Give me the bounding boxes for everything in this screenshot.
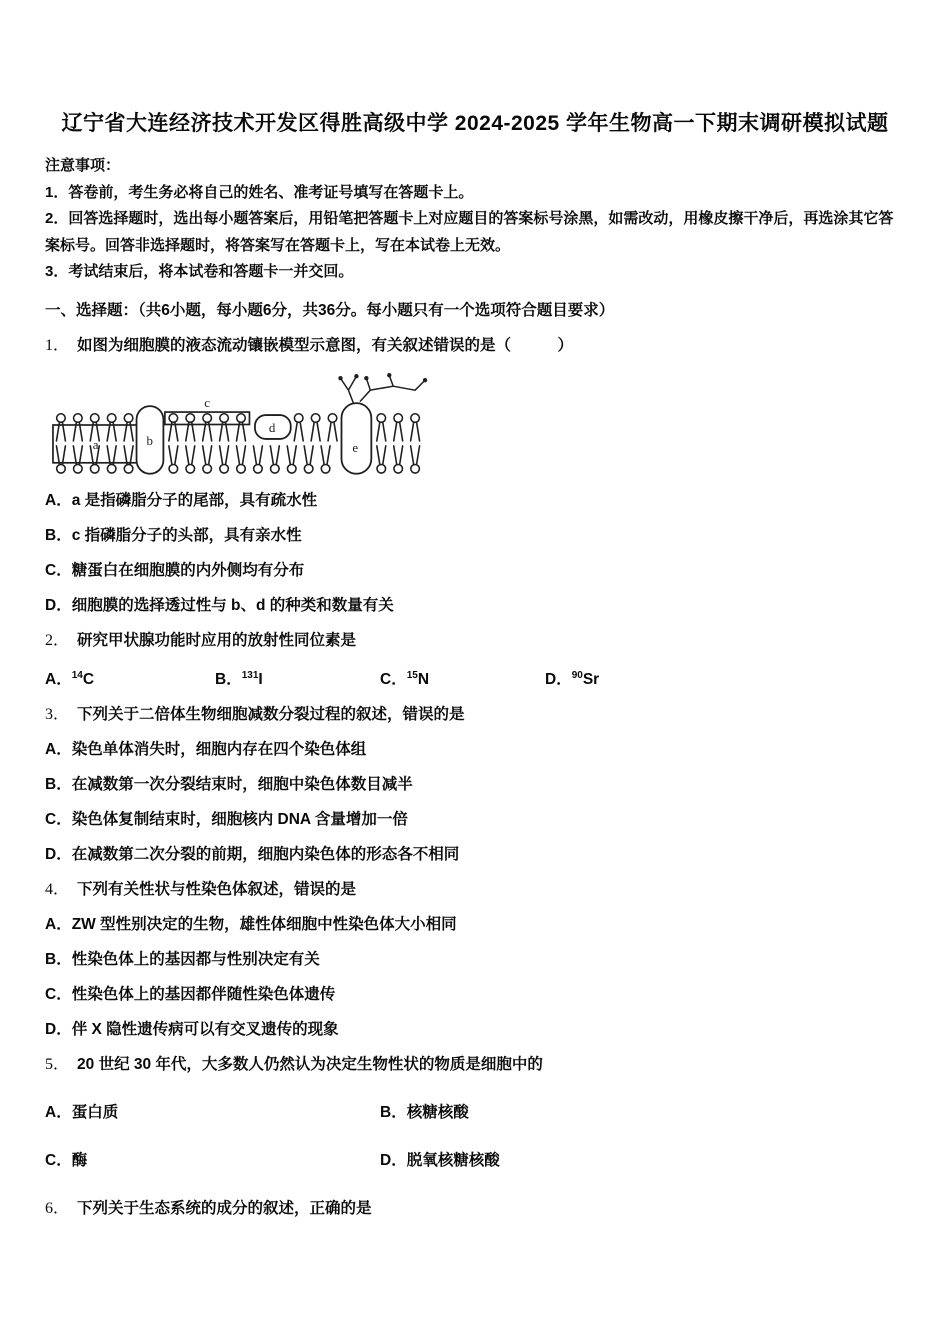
q2-option-a-symbol: C xyxy=(82,670,95,688)
q2-option-a-label: A． xyxy=(45,670,72,688)
notice-item-1: 1．答卷前，考生务必将自己的姓名、准考证号填写在答题卡上。 xyxy=(45,183,474,201)
q5-option-c: C．酶 xyxy=(45,1151,88,1169)
q4-option-a: A．ZW 型性别决定的生物，雄性体细胞中性染色体大小相同 xyxy=(45,915,457,933)
q5-number: 5． xyxy=(45,1055,70,1073)
q4-option-d: D．伴 X 隐性遗传病可以有交叉遗传的现象 xyxy=(45,1020,339,1038)
q2-option-b xyxy=(215,665,380,691)
q2-option-c-label: C． xyxy=(380,670,407,688)
notice-item-3: 3．考试结束后，将本试卷和答题卡一并交回。 xyxy=(45,263,354,280)
exam-title: 辽宁省大连经济技术开发区得胜高级中学 2024-2025 学年生物高一下期末调研模拟试题 xyxy=(61,112,889,135)
q1-number: 1． xyxy=(45,336,70,354)
diagram-label-d: d xyxy=(268,419,276,435)
q2-option-d-symbol: Sr xyxy=(582,670,600,688)
diagram-label-e: e xyxy=(352,439,359,455)
section-heading: 一、选择题：（共6小题，每小题6分，共36分。每小题只有一个选项符合题目要求） xyxy=(45,301,615,319)
q3-option-a: A．染色单体消失时，细胞内存在四个染色体组 xyxy=(45,740,367,758)
notice-heading: 注意事项： xyxy=(45,157,121,174)
question-6 xyxy=(45,1198,905,1220)
q2-option-a xyxy=(45,665,215,691)
q5-options-grid xyxy=(45,1089,905,1185)
question-2 xyxy=(45,630,905,691)
q1-stem: 如图为细胞膜的液态流动镶嵌模型示意图，有关叙述错误的是（ ） xyxy=(77,336,574,354)
q6-stem: 下列关于生态系统的成分的叙述，正确的是 xyxy=(77,1199,372,1217)
q5-option-d: D．脱氧核糖核酸 xyxy=(380,1151,500,1169)
q2-option-b-sup: 131 xyxy=(241,669,259,681)
q5-option-b: B．核糖核酸 xyxy=(380,1103,469,1121)
q2-option-b-symbol: I xyxy=(258,670,263,688)
question-4 xyxy=(45,879,905,1041)
fluid-mosaic-model-figure xyxy=(47,370,435,477)
notice-block xyxy=(45,153,905,286)
q3-number: 3． xyxy=(45,705,70,723)
q3-option-c: C．染色体复制结束时，细胞核内 DNA 含量增加一倍 xyxy=(45,810,408,828)
q4-number: 4． xyxy=(45,880,70,898)
q6-number: 6． xyxy=(45,1199,70,1217)
diagram-label-a: a xyxy=(92,436,99,452)
question-5 xyxy=(45,1054,905,1185)
q2-number: 2． xyxy=(45,631,70,649)
glyco-branch-left xyxy=(340,376,356,403)
q2-stem: 研究甲状腺功能时应用的放射性同位素是 xyxy=(77,631,357,649)
q2-option-c-symbol: N xyxy=(417,670,430,688)
q2-option-c-sup: 15 xyxy=(406,669,418,681)
notice-item-2: 2．回答选择题时，选出每小题答案后，用铅笔把答题卡上对应题目的答案标号涂黑，如需改动，用橡皮擦干净后，再选涂其它答案标号。回答非选择题时，将答案写在答题卡上，写在本试卷上无效。 xyxy=(45,210,894,254)
question-3 xyxy=(45,704,905,866)
q2-option-d xyxy=(545,665,599,691)
q2-option-a-sup: 14 xyxy=(71,669,83,681)
q2-option-d-label: D． xyxy=(545,670,572,688)
protein-e-capsule xyxy=(341,403,371,474)
q2-options-row xyxy=(45,665,905,691)
q1-option-c: C．糖蛋白在细胞膜的内外侧均有分布 xyxy=(45,561,305,579)
q2-option-b-label: B． xyxy=(215,670,242,688)
q1-option-a: A．a 是指磷脂分子的尾部，具有疏水性 xyxy=(45,491,318,509)
glyco-branch-right xyxy=(360,375,425,401)
membrane-diagram xyxy=(47,370,905,477)
diagram-label-c: c xyxy=(204,394,210,410)
question-1 xyxy=(45,335,905,617)
q3-option-b: B．在减数第一次分裂结束时，细胞中染色体数目减半 xyxy=(45,775,413,793)
q3-stem: 下列关于二倍体生物细胞减数分裂过程的叙述，错误的是 xyxy=(77,705,465,723)
q4-option-b: B．性染色体上的基因都与性别决定有关 xyxy=(45,950,320,968)
q4-stem: 下列有关性状与性染色体叙述，错误的是 xyxy=(77,880,357,898)
q4-option-c: C．性染色体上的基因都伴随性染色体遗传 xyxy=(45,985,336,1003)
q3-option-d: D．在减数第二次分裂的前期，细胞内染色体的形态各不相同 xyxy=(45,845,460,863)
diagram-label-b: b xyxy=(146,432,153,448)
q2-option-d-sup: 90 xyxy=(571,669,583,681)
q1-option-b: B．c 指磷脂分子的头部，具有亲水性 xyxy=(45,526,302,544)
q2-option-c xyxy=(380,665,545,691)
q1-option-d: D．细胞膜的选择透过性与 b、d 的种类和数量有关 xyxy=(45,596,394,614)
q5-stem: 20 世纪 30 年代，大多数人仍然认为决定生物性状的物质是细胞中的 xyxy=(77,1055,543,1073)
q5-option-a: A．蛋白质 xyxy=(45,1103,119,1121)
